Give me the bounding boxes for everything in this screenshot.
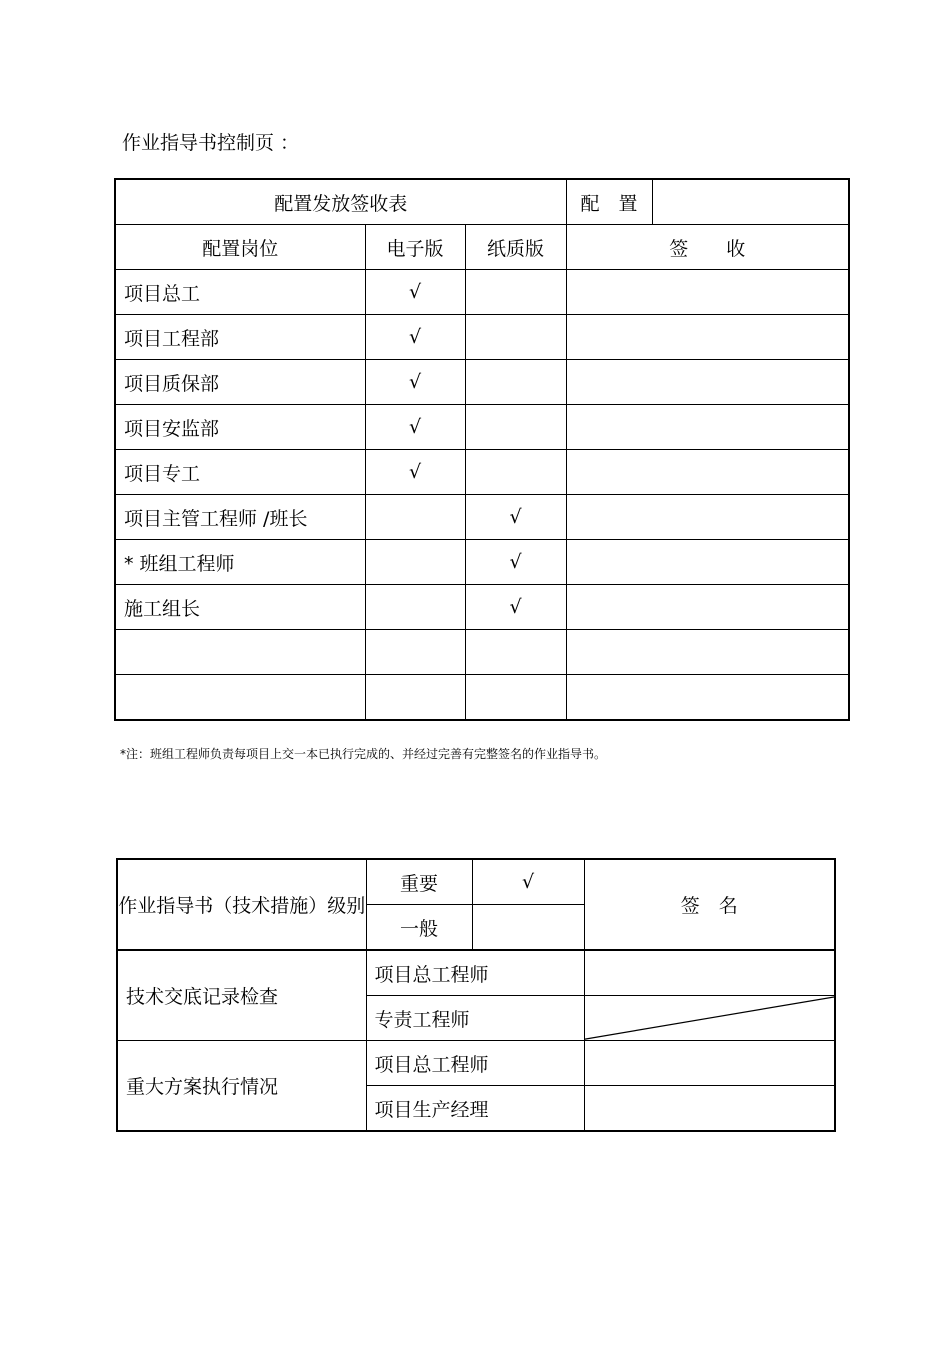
table-row [115, 675, 849, 721]
position-cell: 项目主管工程师 /班长 [115, 495, 365, 540]
sign-label: 签 名 [584, 859, 835, 950]
config-label: 配 置 [566, 179, 652, 225]
header-paper: 纸质版 [465, 225, 566, 270]
position-cell: 施工组长 [115, 585, 365, 630]
table-row [115, 270, 849, 315]
plan-exec-role: 项目生产经理 [366, 1086, 584, 1132]
electronic-cell: √ [365, 450, 465, 495]
tech-check-role: 项目总工程师 [366, 950, 584, 996]
position-cell [115, 675, 365, 721]
position-cell: 项目安监部 [115, 405, 365, 450]
electronic-cell: √ [365, 360, 465, 405]
electronic-cell [365, 585, 465, 630]
level-table [116, 858, 836, 1132]
paper-cell [465, 360, 566, 405]
table-row [115, 540, 849, 585]
signature-cell [584, 1041, 835, 1086]
table-row [115, 360, 849, 405]
position-cell: 项目专工 [115, 450, 365, 495]
signature-cell [584, 950, 835, 996]
header-sign: 签 收 [566, 225, 849, 270]
electronic-cell [365, 540, 465, 585]
table-row [115, 450, 849, 495]
paper-cell [465, 630, 566, 675]
crossed-out-cell [584, 996, 835, 1041]
sign-cell [566, 585, 849, 630]
header-electronic: 电子版 [365, 225, 465, 270]
paper-cell: √ [465, 495, 566, 540]
page-title: 作业指导书控制页 ： [122, 132, 300, 154]
plan-exec-label: 重大方案执行情况 [117, 1041, 366, 1132]
sign-cell [566, 450, 849, 495]
sign-cell [566, 270, 849, 315]
electronic-cell [365, 630, 465, 675]
sign-cell [566, 315, 849, 360]
footnote: *注：班组工程师负责每项目上交一本已执行完成的、并经过完善有完整签名的作业指导书。 [120, 747, 607, 761]
sign-cell [566, 675, 849, 721]
paper-cell: √ [465, 540, 566, 585]
tech-check-role: 专责工程师 [366, 996, 584, 1041]
diagonal-line [585, 996, 835, 1040]
paper-cell [465, 315, 566, 360]
electronic-cell: √ [365, 270, 465, 315]
position-cell: 项目总工 [115, 270, 365, 315]
table-row [115, 630, 849, 675]
sign-cell [566, 405, 849, 450]
electronic-cell [365, 495, 465, 540]
distribution-caption: 配置发放签收表 [115, 179, 566, 225]
position-cell [115, 630, 365, 675]
distribution-table [114, 178, 850, 721]
sign-cell [566, 495, 849, 540]
paper-cell [465, 450, 566, 495]
plan-exec-role: 项目总工程师 [366, 1041, 584, 1086]
config-value-cell [652, 179, 849, 225]
important-label: 重要 [366, 859, 472, 905]
tech-check-label: 技术交底记录检查 [117, 950, 366, 1041]
level-label: 作业指导书（技术措施）级别 [117, 859, 366, 950]
electronic-cell: √ [365, 405, 465, 450]
general-label: 一般 [366, 905, 472, 951]
table-row [115, 585, 849, 630]
position-cell: 项目工程部 [115, 315, 365, 360]
general-mark [472, 905, 584, 951]
table-row [115, 495, 849, 540]
paper-cell: √ [465, 585, 566, 630]
signature-cell [584, 1086, 835, 1132]
header-position: 配置岗位 [115, 225, 365, 270]
table-row [115, 405, 849, 450]
sign-cell [566, 630, 849, 675]
sign-cell [566, 360, 849, 405]
important-mark: √ [472, 859, 584, 905]
paper-cell [465, 270, 566, 315]
paper-cell [465, 405, 566, 450]
paper-cell [465, 675, 566, 721]
position-cell: * 班组工程师 [115, 540, 365, 585]
electronic-cell [365, 675, 465, 721]
position-cell: 项目质保部 [115, 360, 365, 405]
electronic-cell: √ [365, 315, 465, 360]
table-row [115, 315, 849, 360]
sign-cell [566, 540, 849, 585]
